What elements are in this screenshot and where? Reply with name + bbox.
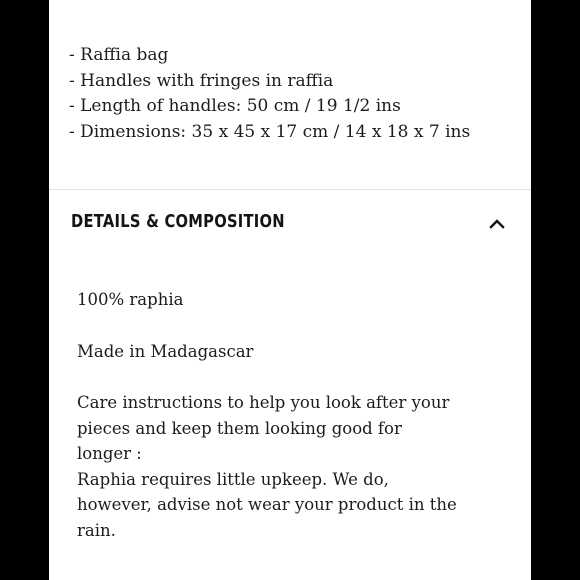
chevron-up-icon[interactable]	[487, 214, 507, 234]
care-line: however, advise not wear your product in the	[77, 495, 457, 514]
details-composition-accordion-header[interactable]	[49, 190, 531, 260]
product-info-panel	[49, 0, 531, 580]
care-line: pieces and keep them looking good for	[77, 418, 402, 438]
description-item: - Length of handles: 50 cm / 19 1/2 ins	[69, 96, 401, 116]
product-description-list	[69, 43, 470, 145]
composition-text: 100% raphia	[77, 290, 184, 309]
care-line: Care instructions to help you look after your	[77, 393, 450, 412]
details-composition-content	[77, 287, 517, 569]
care-line: longer :	[77, 444, 142, 463]
description-item: - Raffia bag	[69, 45, 169, 65]
description-item: - Dimensions: 35 x 45 x 17 cm / 14 x 18 x 7 ins	[69, 121, 471, 142]
care-line: rain.	[77, 520, 116, 540]
description-item: - Handles with fringes in raffia	[69, 70, 334, 91]
care-line: Raphia requires little upkeep. We do,	[77, 469, 389, 489]
accordion-title: DETAILS & COMPOSITION	[71, 212, 285, 232]
origin-text: Made in Madagascar	[77, 341, 254, 361]
care-instructions	[77, 390, 517, 543]
